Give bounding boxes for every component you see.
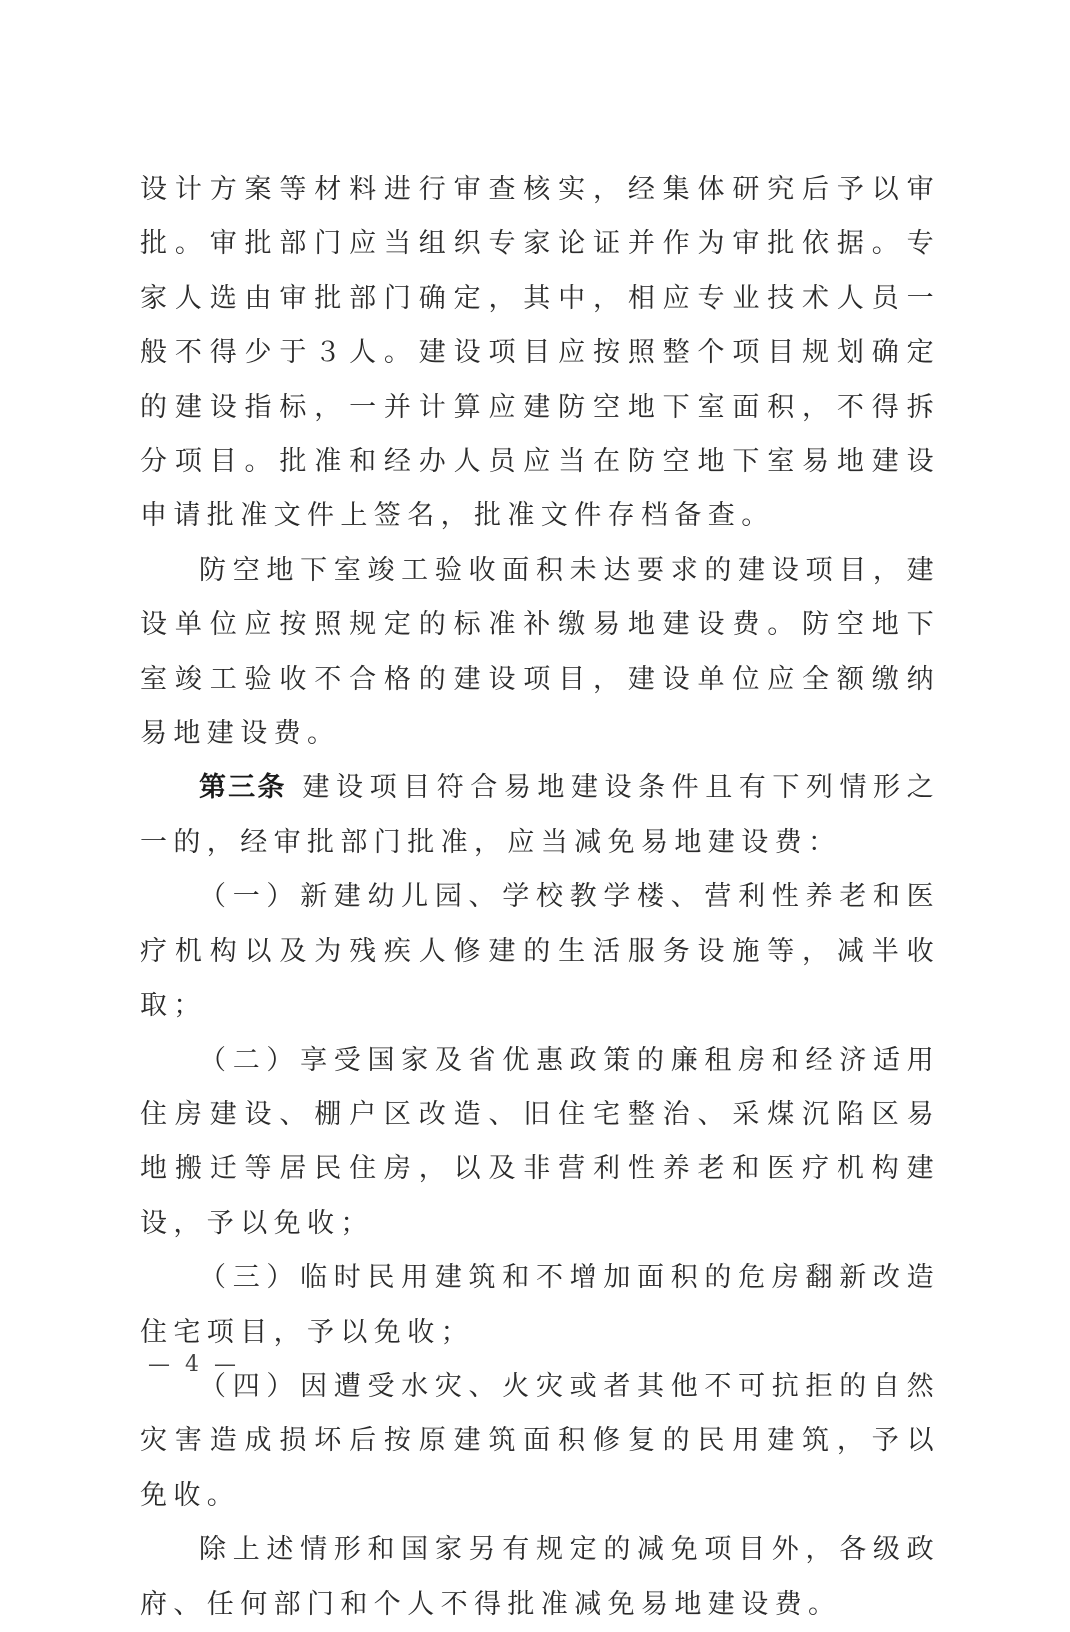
page-number: — 4 — — [148, 1352, 240, 1377]
list-item-4 — [140, 1360, 940, 1523]
paragraph-text: 设计方案等材料进行审查核实，经集体研究后予以审批。审批部门应当组织专家论证并作为审批依据。专家人选由审批部门确定，其中，相应专业技术人员一般不得少于３人。建设项目应按照整个项目规划确定的建设指标，一并计算应建防空地下室面积，不得拆分项目。批准和经办人员应当在防空地下室易地建设申请批准文件上签名，批准文件存档备查。 — [140, 174, 940, 532]
list-item-3 — [140, 1251, 940, 1360]
paragraph-prohibition — [140, 1523, 940, 1632]
list-item-2 — [140, 1034, 940, 1252]
document-body — [140, 163, 940, 1632]
list-item-text: （三）临时民用建筑和不增加面积的危房翻新改造住宅项目，予以免收； — [140, 1262, 940, 1348]
article-heading: 第三条 — [199, 772, 287, 804]
list-item-text: （一）新建幼儿园、学校教学楼、营利性养老和医疗机构以及为残疾人修建的生活服务设施等，减半收取； — [140, 881, 940, 1022]
list-item-1 — [140, 870, 940, 1033]
paragraph-text: 除上述情形和国家另有规定的减免项目外，各级政府、任何部门和个人不得批准减免易地建设费。 — [140, 1534, 940, 1620]
paragraph-acceptance-shortfall — [140, 544, 940, 762]
paragraph-text: 防空地下室竣工验收面积未达要求的建设项目，建设单位应按照规定的标准补缴易地建设费。防空地下室竣工验收不合格的建设项目，建设单位应全额缴纳易地建设费。 — [140, 554, 940, 750]
paragraph-article-3 — [140, 761, 940, 870]
paragraph-text: 建设项目符合易地建设条件且有下列情形之一的，经审批部门批准，应当减免易地建设费： — [140, 772, 940, 858]
list-item-text: （二）享受国家及省优惠政策的廉租房和经济适用住房建设、棚户区改造、旧住宅整治、采煤沉陷区易地搬迁等居民住房，以及非营利性养老和医疗机构建设，予以免收； — [140, 1044, 940, 1239]
list-item-text: （四）因遭受水灾、火灾或者其他不可抗拒的自然灾害造成损坏后按原建筑面积修复的民用建筑，予以免收。 — [140, 1370, 940, 1511]
paragraph-approval-procedure — [140, 163, 940, 544]
